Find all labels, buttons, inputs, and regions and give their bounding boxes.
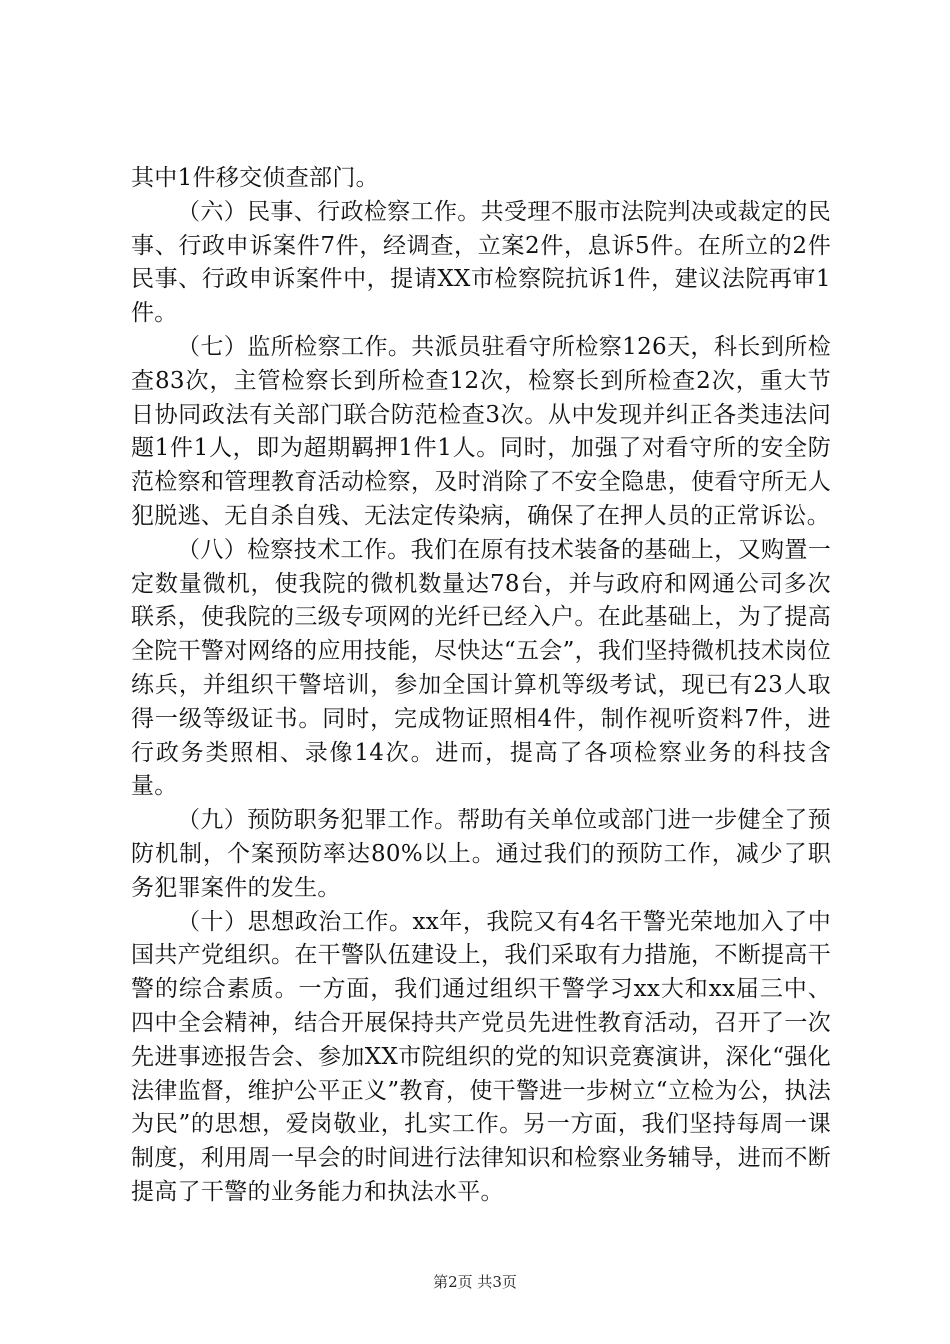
paragraph-technical-work: （八）检察技术工作。我们在原有技术装备的基础上，又购置一定数量微机，使我院的微机数量达78台，并与政府和网通公司多次联系，使我院的三级专项网的光纤已经入户。在此基础上，为了提高全院干警对网络的应用技能，尽快达“五会”，我们坚持微机技术岗位练兵，并组织干警培训，参加全国计算机等级考试，现已有23人取得一级等级证书。同时，完成物证照相4件，制作视听资料7件，进行政务类照相、录像14次。进而，提高了各项检察业务的科技含量。 [131, 536, 831, 800]
paragraph-crime-prevention: （九）预防职务犯罪工作。帮助有关单位或部门进一步健全了预防机制，个案预防率达80%以上。通过我们的预防工作，减少了职务犯罪案件的发生。 [131, 807, 831, 901]
paragraph-civil-administrative: （六）民事、行政检察工作。共受理不服市法院判决或裁定的民事、行政申诉案件7件，经调查，立案2件，息诉5件。在所立的2件民事、行政申诉案件中，提请XX市检察院抗诉1件，建议法院再审1件。 [131, 198, 831, 327]
document-body [131, 162, 831, 1210]
paragraph-political-work: （十）思想政治工作。xx年，我院又有4名干警光荣地加入了中国共产党组织。在干警队伍建设上，我们采取有力措施，不断提高干警的综合素质。一方面，我们通过组织干警学习xx大和xx届三中、四中全会精神，结合开展保持共产党员先进性教育活动，召开了一次先进事迹报告会、参加XX市院组织的党的知识竞赛演讲，深化“强化法律监督，维护公平正义”教育，使干警进一步树立“立检为公，执法为民”的思想，爱岗敬业，扎实工作。另一方面，我们坚持每周一课制度，利用周一早会的时间进行法律知识和检察业务辅导，进而不断提高了干警的业务能力和执法水平。 [131, 908, 831, 1205]
page-number-footer: 第2页 共3页 [433, 1273, 517, 1291]
paragraph-continuation: 其中1件移交侦查部门。 [131, 165, 379, 191]
paragraph-prison-inspection: （七）监所检察工作。共派员驻看守所检察126天，科长到所检查83次，主管检察长到所检查12次，检察长到所检查2次，重大节日协同政法有关部门联合防范检查3次。从中发现并纠正各类违法问题1件1人，即为超期羁押1件1人。同时，加强了对看守所的安全防范检察和管理教育活动检察，及时消除了不安全隐患，使看守所无人犯脱逃、无自杀自残、无法定传染病，确保了在押人员的正常诉讼。 [131, 333, 831, 529]
